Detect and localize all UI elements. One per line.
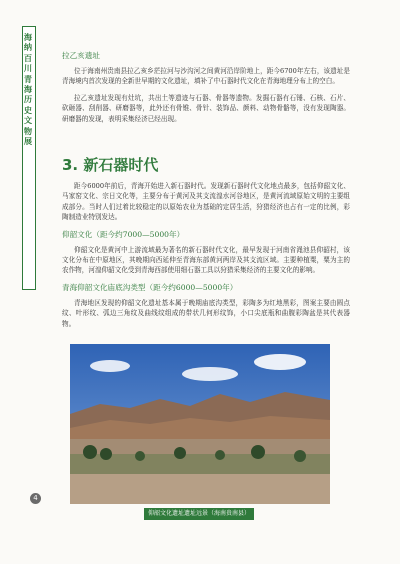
site-photo (70, 344, 330, 504)
photo-caption: 仰韶文化遗址遗址远景（海南贵南县） (144, 508, 254, 520)
section-heading-miaodigou: 青海仰韶文化庙底沟类型（距今约6000—5000年） (62, 282, 238, 292)
spine-title: 海纳百川 青海历史文物展 (23, 32, 33, 147)
paragraph-neolithic: 距今6000年前后，青海开始进入新石器时代。发现新石器时代文化地点最多，包括仰韶文化、马家窑文化、宗日文化等，主要分布于黄河及其支流湟水河谷地区，是黄河流域原始文明的主要组成部分。当时人们过着比较稳定的以原始农业为基础的定居生活，狩猎经济也占有一定的比例，彩陶制造业特别发达。 (62, 182, 350, 222)
section-heading-layihai: 拉乙亥遗址 (62, 51, 100, 60)
paragraph-layihai-2: 拉乙亥遗址发现有灶坑，共出土等遗迹与石器、骨器等遗物。发掘石器有石锤、石核、石片、砍砸器、刮削器、研磨器等，此外还有骨锥、骨针、装饰品、颜料、动物骨骼等，没有发现陶器。研磨器的发现，表明采集经济已经出现。 (62, 93, 350, 123)
paragraph-miaodigou: 青海地区发现的仰韶文化遗址基本属于晚期庙底沟类型，彩陶多为红地黑彩，图案主要由圆点纹、叶形纹、弧边三角纹及曲线纹组成的带状几何形纹饰，小口尖底瓶和曲腹彩陶盆是其代表器物。 (62, 298, 350, 328)
paragraph-layihai-1: 位于海南州贵南县拉乙亥乡茫拉河与沙沟河之间黄河沿岸阶地上，距今6700年左右，该遗址是青海境内首次发现的全新世早期的文化遗址，填补了中石器时代文化在青海地理分布上的空白。 (62, 67, 350, 86)
landscape-photo (70, 344, 330, 504)
section-heading-yangshao: 仰韶文化（距今约7000—5000年） (62, 229, 185, 239)
page-number: 4 (30, 493, 41, 504)
section-heading-neolithic: 3. 新石器时代 (62, 156, 159, 175)
paragraph-yangshao: 仰韶文化是黄河中上游流域最为著名的新石器时代文化，最早发现于河南省渑池县仰韶村，该文化分布在中原地区，其晚期向西延伸至青海东部黄河两岸及其支流区域。主要种植粟，粟为主的农作物，河湟仰韶文化受到青海西部使用细石器工具以狩猎采集经济的主要文化的影响。 (62, 245, 350, 275)
main-content (62, 50, 350, 335)
